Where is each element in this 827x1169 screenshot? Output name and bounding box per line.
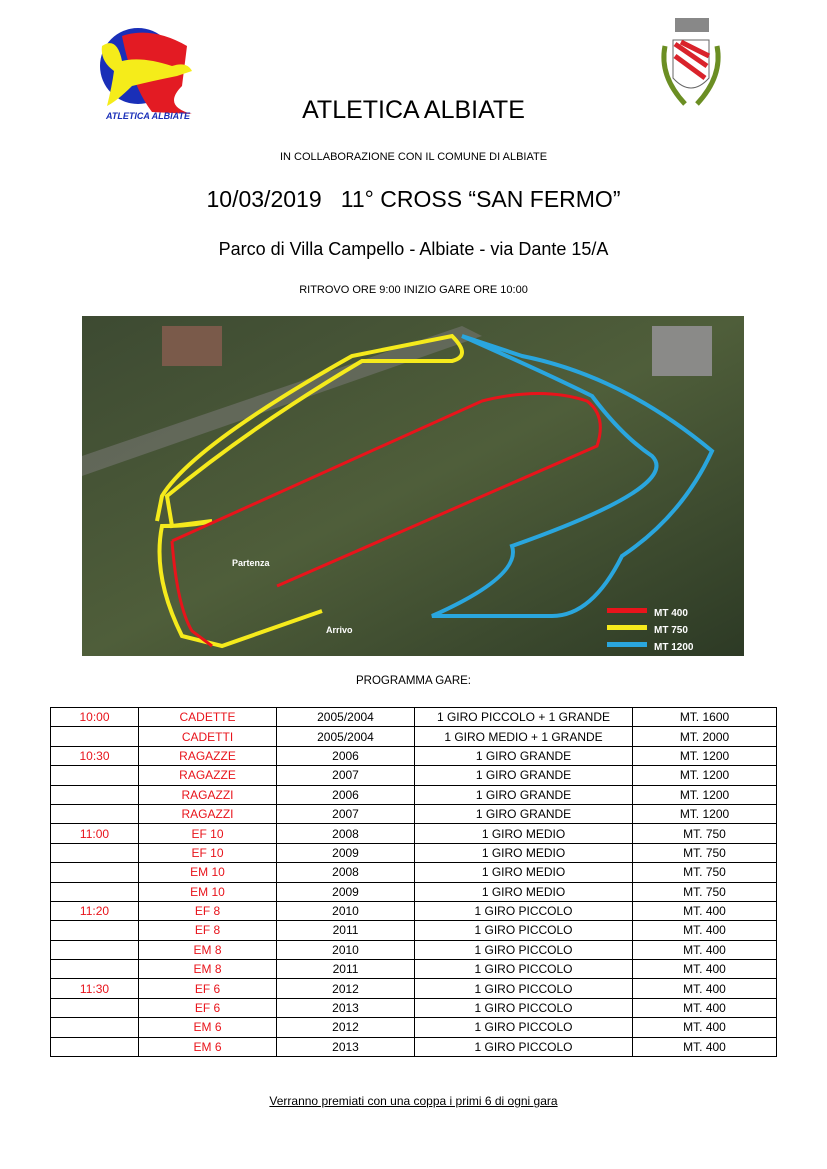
cell-time xyxy=(51,940,139,959)
cell-time xyxy=(51,863,139,882)
cell-category: EF 6 xyxy=(139,998,277,1017)
cell-birth-years: 2006 xyxy=(277,746,415,765)
footer-note: Verranno premiati con una coppa i primi 6 di ogni gara xyxy=(269,1094,558,1108)
table-row xyxy=(51,979,777,998)
table-row xyxy=(51,804,777,823)
cell-time: 11:00 xyxy=(51,824,139,843)
table-row xyxy=(51,940,777,959)
cell-laps: 1 GIRO MEDIO xyxy=(415,824,633,843)
table-row xyxy=(51,960,777,979)
cell-time xyxy=(51,843,139,862)
cell-laps: 1 GIRO PICCOLO + 1 GRANDE xyxy=(415,708,633,727)
cell-distance: MT. 750 xyxy=(633,824,777,843)
cell-time: 10:00 xyxy=(51,708,139,727)
cell-laps: 1 GIRO MEDIO + 1 GRANDE xyxy=(415,727,633,746)
table-row xyxy=(51,708,777,727)
cell-category: EF 10 xyxy=(139,824,277,843)
cell-category: CADETTE xyxy=(139,708,277,727)
cell-laps: 1 GIRO PICCOLO xyxy=(415,1018,633,1037)
legend-swatch-750 xyxy=(607,625,647,630)
cell-laps: 1 GIRO PICCOLO xyxy=(415,921,633,940)
cell-laps: 1 GIRO PICCOLO xyxy=(415,998,633,1017)
table-row xyxy=(51,766,777,785)
cell-category: EM 6 xyxy=(139,1037,277,1056)
cell-birth-years: 2009 xyxy=(277,843,415,862)
table-row xyxy=(51,785,777,804)
cell-distance: MT. 400 xyxy=(633,921,777,940)
legend-swatch-1200 xyxy=(607,642,647,647)
cell-laps: 1 GIRO GRANDE xyxy=(415,785,633,804)
cell-distance: MT. 1200 xyxy=(633,766,777,785)
cell-birth-years: 2011 xyxy=(277,921,415,940)
cell-time xyxy=(51,921,139,940)
cell-category: EF 8 xyxy=(139,901,277,920)
cell-birth-years: 2012 xyxy=(277,979,415,998)
start-label: Partenza xyxy=(232,558,270,568)
cell-category: RAGAZZE xyxy=(139,766,277,785)
cell-category: EM 8 xyxy=(139,940,277,959)
cell-time xyxy=(51,1037,139,1056)
cell-laps: 1 GIRO PICCOLO xyxy=(415,1037,633,1056)
event-title: 10/03/2019 11° CROSS “SAN FERMO” xyxy=(206,186,621,212)
table-row xyxy=(51,901,777,920)
cell-birth-years: 2008 xyxy=(277,824,415,843)
cell-birth-years: 2005/2004 xyxy=(277,727,415,746)
cell-distance: MT. 1200 xyxy=(633,785,777,804)
cell-laps: 1 GIRO GRANDE xyxy=(415,804,633,823)
table-row xyxy=(51,998,777,1017)
cell-category: EM 6 xyxy=(139,1018,277,1037)
race-schedule-table xyxy=(50,707,777,1057)
event-location: Parco di Villa Campello - Albiate - via Dante 15/A xyxy=(218,239,609,259)
table-row xyxy=(51,746,777,765)
cell-category: RAGAZZI xyxy=(139,785,277,804)
cell-time xyxy=(51,727,139,746)
table-row xyxy=(51,1037,777,1056)
table-row xyxy=(51,843,777,862)
cell-laps: 1 GIRO MEDIO xyxy=(415,882,633,901)
cell-birth-years: 2006 xyxy=(277,785,415,804)
legend-label-1200: MT 1200 xyxy=(654,642,694,653)
table-row xyxy=(51,1018,777,1037)
cell-category: EM 10 xyxy=(139,882,277,901)
cell-birth-years: 2011 xyxy=(277,960,415,979)
cell-birth-years: 2012 xyxy=(277,1018,415,1037)
cell-birth-years: 2010 xyxy=(277,901,415,920)
cell-laps: 1 GIRO MEDIO xyxy=(415,863,633,882)
cell-laps: 1 GIRO GRANDE xyxy=(415,766,633,785)
cell-distance: MT. 750 xyxy=(633,843,777,862)
page-title: ATLETICA ALBIATE xyxy=(302,96,525,124)
cell-time xyxy=(51,804,139,823)
finish-label: Arrivo xyxy=(326,625,353,635)
cell-laps: 1 GIRO GRANDE xyxy=(415,746,633,765)
table-row xyxy=(51,727,777,746)
cell-distance: MT. 400 xyxy=(633,1037,777,1056)
cell-category: EM 8 xyxy=(139,960,277,979)
cell-birth-years: 2013 xyxy=(277,1037,415,1056)
table-row xyxy=(51,824,777,843)
cell-category: EF 6 xyxy=(139,979,277,998)
table-row xyxy=(51,863,777,882)
table-row xyxy=(51,882,777,901)
cell-category: RAGAZZE xyxy=(139,746,277,765)
cell-category: EF 10 xyxy=(139,843,277,862)
cell-distance: MT. 750 xyxy=(633,882,777,901)
cell-birth-years: 2007 xyxy=(277,804,415,823)
cell-laps: 1 GIRO PICCOLO xyxy=(415,901,633,920)
cell-time xyxy=(51,1018,139,1037)
cell-time: 11:20 xyxy=(51,901,139,920)
cell-category: EF 8 xyxy=(139,921,277,940)
cell-birth-years: 2013 xyxy=(277,998,415,1017)
program-title: PROGRAMMA GARE: xyxy=(355,675,472,687)
cell-distance: MT. 1200 xyxy=(633,746,777,765)
cell-laps: 1 GIRO PICCOLO xyxy=(415,960,633,979)
cell-time xyxy=(51,882,139,901)
cell-distance: MT. 400 xyxy=(633,901,777,920)
cell-laps: 1 GIRO MEDIO xyxy=(415,843,633,862)
legend-swatch-400 xyxy=(607,608,647,613)
cell-distance: MT. 400 xyxy=(633,940,777,959)
collaboration-text: IN COLLABORAZIONE CON IL COMUNE DI ALBIATE xyxy=(279,151,548,163)
cell-time xyxy=(51,766,139,785)
cell-distance: MT. 400 xyxy=(633,1018,777,1037)
cell-time: 10:30 xyxy=(51,746,139,765)
cell-distance: MT. 750 xyxy=(633,863,777,882)
cell-birth-years: 2010 xyxy=(277,940,415,959)
event-schedule: RITROVO ORE 9:00 INIZIO GARE ORE 10:00 xyxy=(299,284,528,296)
cell-time xyxy=(51,785,139,804)
cell-distance: MT. 400 xyxy=(633,979,777,998)
course-map xyxy=(82,316,744,656)
legend-label-400: MT 400 xyxy=(654,608,688,619)
cell-distance: MT. 400 xyxy=(633,960,777,979)
cell-birth-years: 2009 xyxy=(277,882,415,901)
cell-laps: 1 GIRO PICCOLO xyxy=(415,940,633,959)
cell-birth-years: 2007 xyxy=(277,766,415,785)
svg-text:ATLETICA ALBIATE: ATLETICA ALBIATE xyxy=(106,111,190,121)
legend-label-750: MT 750 xyxy=(654,625,688,636)
cell-time xyxy=(51,960,139,979)
cell-category: RAGAZZI xyxy=(139,804,277,823)
cell-birth-years: 2005/2004 xyxy=(277,708,415,727)
cell-distance: MT. 1200 xyxy=(633,804,777,823)
cell-time: 11:30 xyxy=(51,979,139,998)
cell-time xyxy=(51,998,139,1017)
cell-birth-years: 2008 xyxy=(277,863,415,882)
cell-distance: MT. 400 xyxy=(633,998,777,1017)
cell-distance: MT. 1600 xyxy=(633,708,777,727)
table-row xyxy=(51,921,777,940)
cell-distance: MT. 2000 xyxy=(633,727,777,746)
cell-laps: 1 GIRO PICCOLO xyxy=(415,979,633,998)
cell-category: CADETTI xyxy=(139,727,277,746)
cell-category: EM 10 xyxy=(139,863,277,882)
